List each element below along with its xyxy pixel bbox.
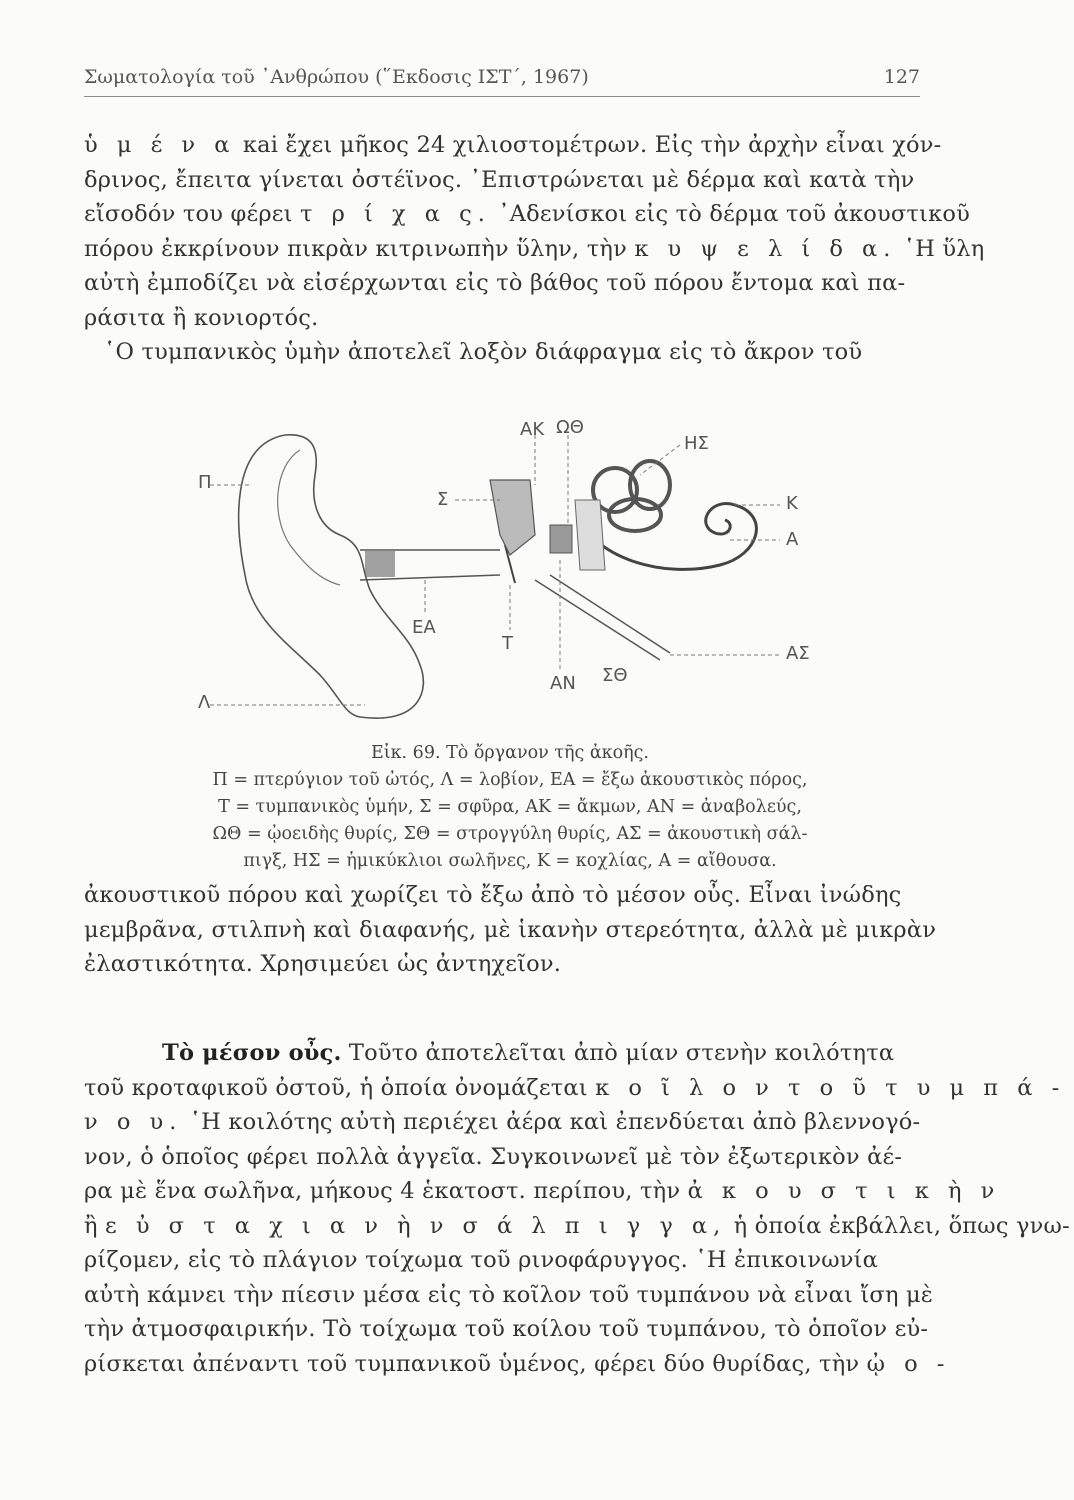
running-header	[84, 62, 920, 97]
paragraph-top	[84, 128, 985, 370]
spaced-word: ν ο υ.	[84, 1109, 183, 1135]
spaced-word: κ ο ῖ λ ο ν τ ο ῦ τ υ μ π ά -	[595, 1074, 1066, 1101]
text-line	[84, 1071, 1066, 1106]
text-fragment: ἡ ὁποία ἐκβάλλει, ὅπως γνω-	[733, 1212, 1070, 1239]
text-line: ῾Ο τυμπανικὸς ὑμὴν ἀποτελεῖ λοξὸν διάφραγμα εἰς τὸ ἄκρον τοῦ	[104, 339, 863, 365]
label-S: Σ	[437, 489, 449, 510]
spaced-word: ἀ κ ο υ σ τ ι κ ὴ ν	[687, 1178, 1001, 1204]
pinna-outline	[239, 435, 424, 718]
text-fragment: πόρου ἐκκρίνουν πικρὰν κιτρινωπὴν ὕλην, τὴν	[84, 235, 627, 262]
label-L: Λ	[198, 692, 211, 713]
vestibule-shape	[575, 500, 605, 570]
text-line: ἐλαστικότητα. Χρησιμεύει ὡς ἀντηχεῖον.	[84, 951, 562, 977]
spaced-word: κ υ ψ ε λ ί δ α.	[634, 235, 897, 262]
text-fragment: ῾Η ὕλη	[903, 235, 985, 262]
section-heading: Τὸ μέσον οὖς.	[162, 1040, 342, 1066]
text-fragment: ῾Η κοιλότης αὐτὴ περιέχει ἀέρα καὶ ἐπενδύεται ἀπὸ βλεννογό-	[189, 1109, 921, 1135]
text-fragment: τοῦ κροταφικοῦ ὀστοῦ, ἡ ὁποία ὀνομάζεται	[84, 1074, 588, 1101]
label-AN: ΑΝ	[550, 673, 576, 694]
spaced-word: ὑ μ έ ν α	[84, 132, 236, 158]
text-line: δρινος, ἔπειτα γίνεται ὀστέϊνος. ᾿Επιστρώνεται μὲ δέρμα καὶ κατὰ τὴν	[84, 166, 915, 193]
caption-title: Εἰκ. 69. Τὸ ὄργανον τῆς ἀκοῆς.	[370, 743, 649, 763]
canal-shading	[365, 551, 395, 577]
text-fragment: ἢ	[84, 1212, 98, 1239]
ossicles-shape	[490, 480, 535, 555]
caption-line: Π = πτερύγιον τοῦ ὠτός, Λ = λοβίον, ΕΑ = ἔξω ἀκουστικὸς πόρος,	[212, 770, 808, 790]
text-fragment: κai ἔχει μῆκος 24 χιλιοστομέτρων. Εἰς τὴν ἀρχὴν εἶναι χόν-	[242, 132, 942, 158]
eustachian-tube	[535, 575, 670, 660]
label-AS: ΑΣ	[786, 643, 810, 664]
text-line	[84, 1174, 1001, 1209]
spaced-word: ε ὐ σ τ α χ ι α ν ὴ ν σ ά λ π ι γ γ α,	[105, 1212, 727, 1239]
text-line: αὐτὴ ἐμποδίζει νὰ εἰσέρχωνται εἰς τὸ βάθος τοῦ πόρου ἔντομα καὶ πα-	[84, 270, 906, 296]
text-line	[84, 1036, 930, 1071]
label-EA: ΕΑ	[412, 617, 436, 638]
caption-line: Τ = τυμπανικὸς ὑμήν, Σ = σφῦρα, ΑΚ = ἄκμων, ΑΝ = ἀναβολεύς,	[218, 797, 802, 817]
text-fragment: ρα μὲ ἕνα σωλῆνα, μήκους 4 ἑκατοστ. περίπου, τὴν	[84, 1178, 681, 1204]
text-line: αὐτὴ κάμνει τὴν πίεσιν μέσα εἰς τὸ κοῖλον τοῦ τυμπάνου νὰ εἶναι ἴση μὲ	[84, 1281, 934, 1308]
figure-caption	[110, 740, 910, 875]
text-fragment: εἴσοδόν του φέρει	[84, 201, 293, 227]
text-line	[84, 1105, 930, 1140]
label-T: Τ	[502, 633, 513, 654]
text-fragment: ρίσκεται ἀπέναντι τοῦ τυμπανικοῦ ὑμένος, φέρει δύο θυρίδας, τὴν	[84, 1350, 860, 1377]
text-line	[84, 1209, 1070, 1244]
helix-line	[278, 450, 340, 585]
text-line: ρίζομεν, εἰς τὸ πλάγιον τοίχωμα τοῦ ρινοφάρυγγος. ῾Η ἐπικοινωνία	[84, 1247, 879, 1273]
caption-line: ΩΘ = ᾠοειδὴς θυρίς, ΣΘ = στρογγύλη θυρίς, ΑΣ = ἀκουστικὴ σάλ-	[212, 824, 808, 844]
paragraph-bottom	[84, 1036, 1070, 1381]
label-P: Π	[198, 472, 212, 493]
ear-diagram	[190, 405, 830, 725]
text-line: νον, ὁ ὁποῖος φέρει πολλὰ ἀγγεῖα. Συγκοινωνεῖ μὲ τὸν ἐξωτερικὸν ἀέ-	[84, 1143, 903, 1170]
text-line: τὴν ἀτμοσφαιρικήν. Τὸ τοίχωμα τοῦ κοίλου τοῦ τυμπάνου, τὸ ὁποῖον εὐ-	[84, 1316, 929, 1342]
caption-line: πιγξ, ΗΣ = ἡμικύκλιοι σωλῆνες, Κ = κοχλίας, Α = αἴθουσα.	[243, 851, 777, 871]
text-line: ἀκουστικοῦ πόρου καὶ χωρίζει τὸ ἔξω ἀπὸ τὸ μέσον οὖς. Εἶναι ἰνώδης	[84, 882, 902, 908]
running-title: Σωματολογία τοῦ ᾿Ανθρώπου (῞Εκδοσις ΙΣΤ΄, 1967)	[84, 66, 589, 88]
label-OTh: ΩΘ	[556, 417, 584, 438]
label-K: Κ	[786, 493, 798, 514]
label-STh: ΣΘ	[602, 665, 628, 686]
cochlea-spiral	[580, 504, 756, 570]
page-number: 127	[883, 66, 920, 88]
text-fragment: Τοῦτο ἀποτελεῖται ἀπὸ μίαν στενὴν κοιλότητα	[348, 1040, 895, 1066]
label-A: Α	[786, 529, 799, 550]
stapes-shape	[550, 525, 572, 553]
text-line: ράσιτα ἢ κονιορτός.	[84, 304, 319, 331]
spaced-word: τ ρ ί χ α ς.	[300, 201, 491, 227]
ear-illustration	[190, 405, 830, 725]
label-HS: ΗΣ	[684, 433, 709, 454]
paragraph-middle	[84, 878, 937, 982]
label-AK: ΑΚ	[520, 419, 545, 440]
text-line	[84, 232, 985, 267]
spaced-word: ᾠ ο -	[866, 1350, 951, 1377]
text-fragment: ᾿Αδενίσκοι εἰς τὸ δέρμα τοῦ ἀκουστικοῦ	[498, 201, 970, 227]
text-line: μεμβρᾶνα, στιλπνὴ καὶ διαφανής, μὲ ἱκανὴν στερεότητα, ἀλλὰ μὲ μικρὰν	[84, 916, 937, 943]
text-line	[84, 1347, 951, 1382]
text-line	[84, 197, 970, 232]
text-line	[84, 128, 942, 163]
